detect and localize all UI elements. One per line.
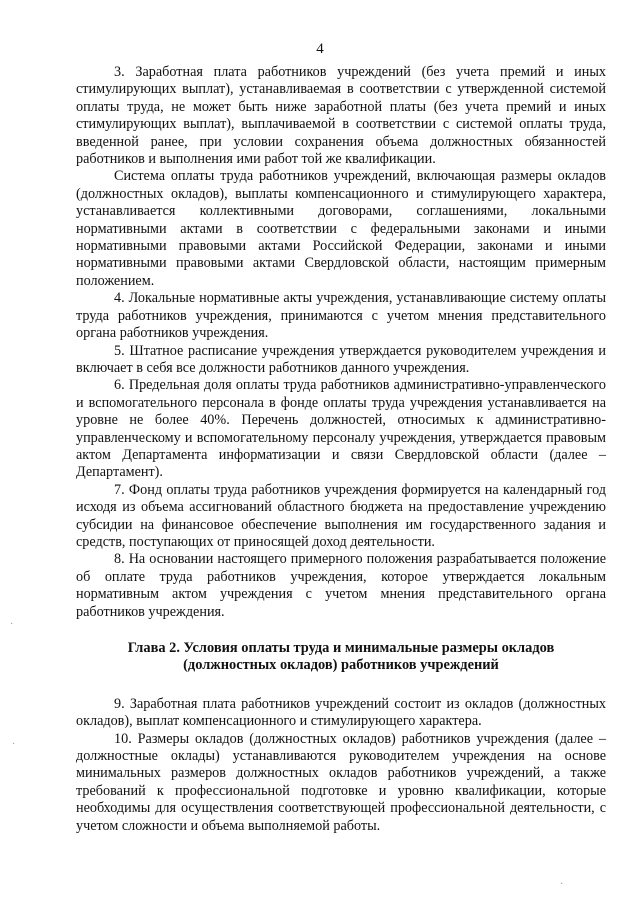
scan-speck: · xyxy=(560,879,564,890)
chapter-heading-line-2: (должностных окладов) работников учреждений xyxy=(183,657,499,674)
scan-speck: · xyxy=(10,619,14,630)
paragraph-9: 9. Заработная плата работников учреждений состоит из окладов (должностных окладов), выплат компенсационного и стимулирующего характера. xyxy=(76,695,606,730)
paragraph-8: 8. На основании настоящего примерного положения разрабатывается положение об оплате труда работников учреждения, которое утверждается локальным нормативным актом учреждения с учетом мнения представительного органа работников учреждения. xyxy=(76,551,606,620)
paragraph-pay-system: Система оплаты труда работников учреждений, включающая размеры окладов (должностных окладов), выплаты компенсационного и стимулирующего характера, устанавливается коллективными договорами, соглашениями, локальными нормативными актами в соответствии с федеральными законами и иными нормативными правовыми актами Российской Федерации, законами и иными нормативными правовыми актами Свердловской области, настоящим примерным положением. xyxy=(76,168,606,289)
paragraph-3: 3. Заработная плата работников учреждений (без учета премий и иных стимулирующих выплат), устанавливаемая в соответствии с утвержденной системой оплаты труда, не может быть ниже заработной платы (без учета премий и иных стимулирующих выплат), выплачиваемой в соответствии с системой оплаты труда, введенной ранее, при условии сохранения объема должностных обязанностей работников и выполнения ими работ той же квалификации. xyxy=(76,64,606,168)
page-number: 4 xyxy=(316,41,324,57)
paragraph-7: 7. Фонд оплаты труда работников учреждения формируется на календарный год исходя из объема ассигнований областного бюджета на предоставление учреждению субсидии на финансовое обеспечение выполнения им государственного задания и средств, поступающих от приносящей доход деятельности. xyxy=(76,481,606,550)
chapter-heading-line-1: Глава 2. Условия оплаты труда и минимальные размеры окладов xyxy=(127,640,555,656)
paragraph-4: 4. Локальные нормативные акты учреждения, устанавливающие систему оплаты труда работников учреждения, принимаются с учетом мнения представительного органа работников учреждения. xyxy=(76,290,606,342)
paragraph-10: 10. Размеры окладов (должностных окладов) работников учреждения (далее – должностные оклады) устанавливаются руководителем учреждения на основе минимальных размеров должностных окладов работников учреждений, а также требований к профессиональной подготовке и уровню квалификации, которые необходимы для осуществления соответствующей профессиональной деятельности, с учетом сложности и объема выполняемой работы. xyxy=(76,730,606,834)
document-body xyxy=(76,64,606,835)
chapter-heading xyxy=(76,640,606,675)
paragraph-5: 5. Штатное расписание учреждения утверждается руководителем учреждения и включает в себя все должности работников данного учреждения. xyxy=(76,342,606,376)
scan-speck: · xyxy=(12,739,16,750)
paragraph-6: 6. Предельная доля оплаты труда работников административно-управленческого и вспомогательного персонала в фонде оплаты труда учреждения устанавливается на уровне не более 40%. Перечень должностей, относимых к административно-управленческому и вспомогательному персоналу учреждения, утверждается правовым актом Департамента информатизации и связи Свердловской области (далее – Департамент). xyxy=(76,377,606,481)
